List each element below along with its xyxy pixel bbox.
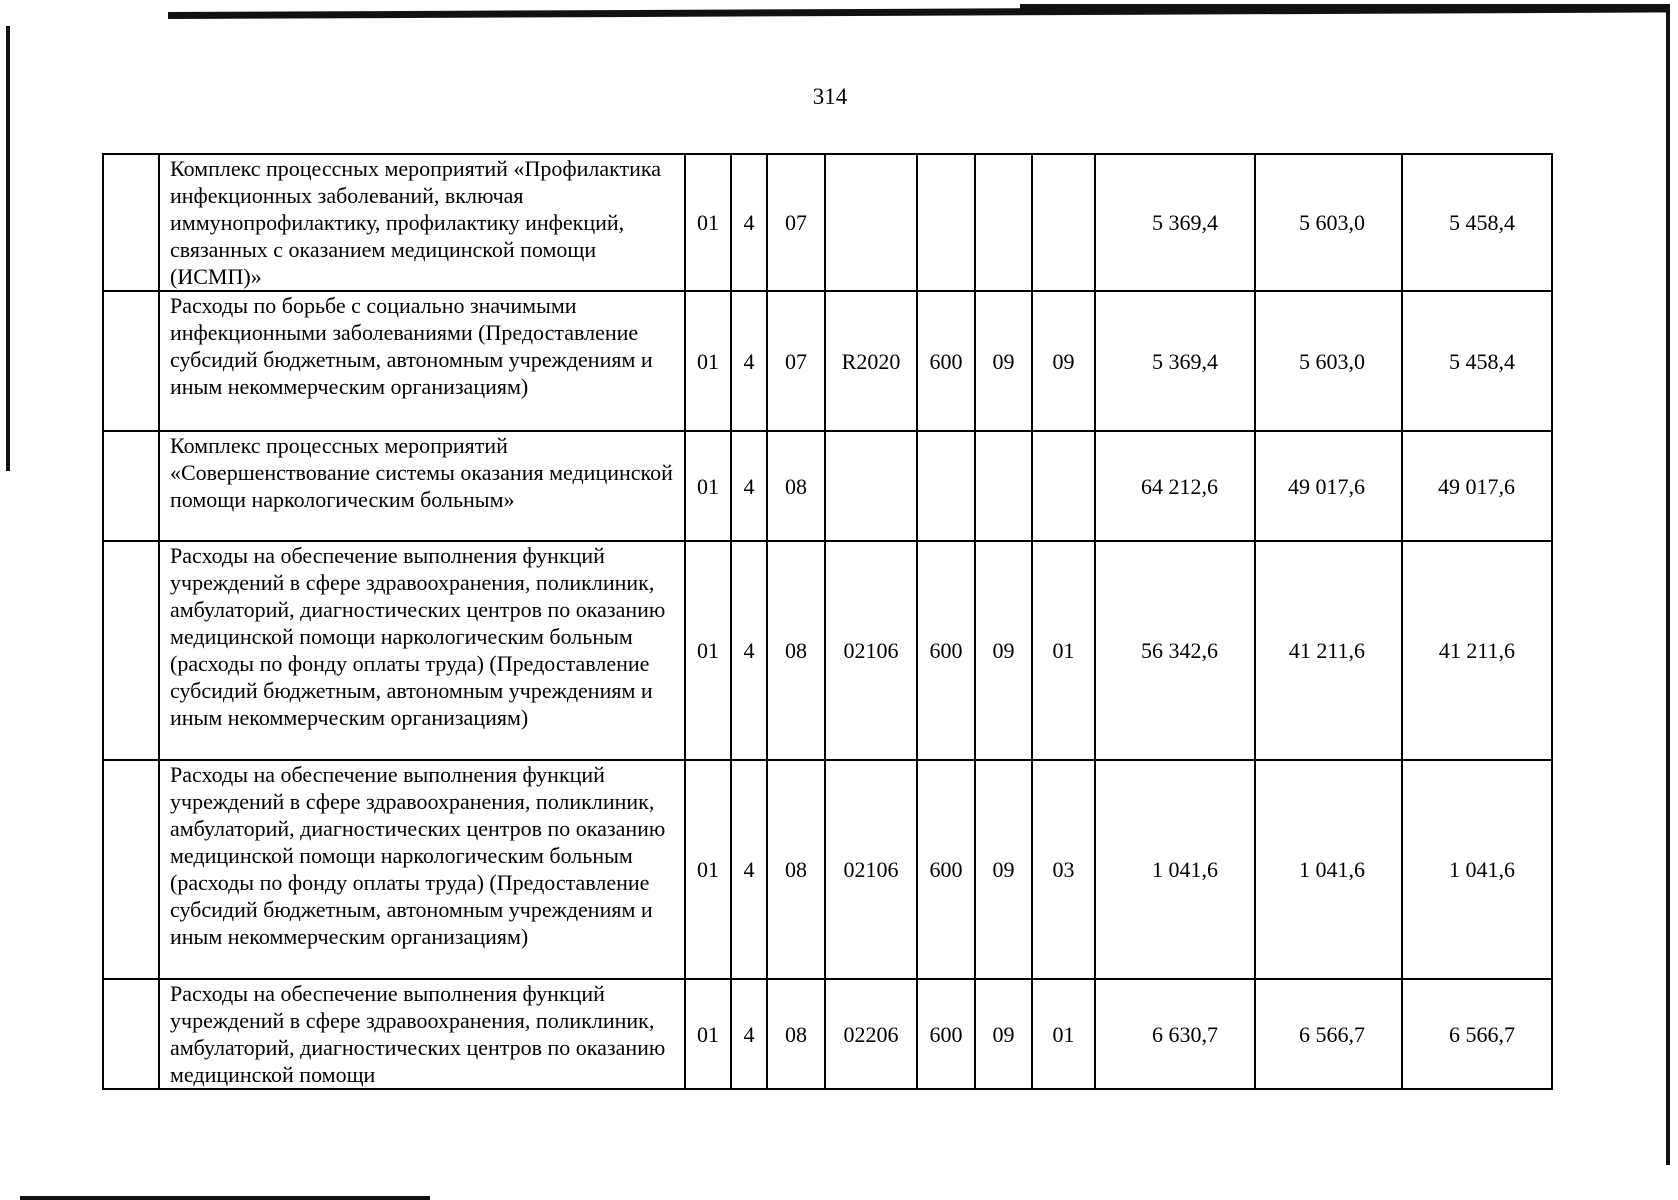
row-number-cell <box>103 979 159 1089</box>
code-cell-c2: 4 <box>731 760 767 979</box>
code-cell-c1: 01 <box>685 541 731 760</box>
code-cell-c7 <box>1032 431 1095 541</box>
code-cell-c3: 07 <box>767 154 825 291</box>
code-cell-c7 <box>1032 154 1095 291</box>
row-name-cell: Расходы на обеспечение выполнения функций учреждений в сфере здравоохранения, поликлиник, амбулаторий, диагностических центров по оказанию медицинской помощи наркологическим больным (расходы по фонду оплаты труда) (Предоставление субсидий бюджетным, автономным учреждениям и иным некоммерческим организациям) <box>159 541 685 760</box>
code-cell-c7: 01 <box>1032 979 1095 1089</box>
code-cell-c6 <box>975 154 1032 291</box>
table-row <box>103 760 1552 979</box>
code-cell-c7: 03 <box>1032 760 1095 979</box>
amount-cell-v2: 6 566,7 <box>1255 979 1402 1089</box>
amount-cell-v2: 49 017,6 <box>1255 431 1402 541</box>
amount-cell-v3: 41 211,6 <box>1402 541 1552 760</box>
code-cell-c2: 4 <box>731 431 767 541</box>
amount-cell-v3: 5 458,4 <box>1402 154 1552 291</box>
scan-edge-top-right <box>1020 4 1670 12</box>
code-cell-c7: 09 <box>1032 291 1095 431</box>
code-cell-c4: 02206 <box>825 979 917 1089</box>
amount-cell-v2: 41 211,6 <box>1255 541 1402 760</box>
code-cell-c1: 01 <box>685 431 731 541</box>
code-cell-c4 <box>825 431 917 541</box>
code-cell-c3: 08 <box>767 979 825 1089</box>
code-cell-c7: 01 <box>1032 541 1095 760</box>
row-number-cell <box>103 541 159 760</box>
amount-cell-v1: 5 369,4 <box>1095 154 1255 291</box>
code-cell-c1: 01 <box>685 760 731 979</box>
table-row <box>103 541 1552 760</box>
code-cell-c3: 08 <box>767 541 825 760</box>
table-row <box>103 431 1552 541</box>
scan-edge-right <box>1666 10 1670 1165</box>
code-cell-c6: 09 <box>975 979 1032 1089</box>
table-row <box>103 979 1552 1089</box>
code-cell-c5: 600 <box>917 760 975 979</box>
row-name-cell: Расходы по борьбе с социально значимыми инфекционными заболеваниями (Предоставление субсидий бюджетным, автономным учреждениям и иным некоммерческим организациям) <box>159 291 685 431</box>
page-number: 314 <box>812 84 848 109</box>
row-number-cell <box>103 431 159 541</box>
amount-cell-v1: 1 041,6 <box>1095 760 1255 979</box>
table-body <box>103 154 1552 1089</box>
code-cell-c2: 4 <box>731 541 767 760</box>
amount-cell-v1: 5 369,4 <box>1095 291 1255 431</box>
code-cell-c5: 600 <box>917 979 975 1089</box>
code-cell-c6: 09 <box>975 291 1032 431</box>
row-number-cell <box>103 760 159 979</box>
code-cell-c5 <box>917 431 975 541</box>
code-cell-c6: 09 <box>975 760 1032 979</box>
code-cell-c3: 08 <box>767 431 825 541</box>
code-cell-c2: 4 <box>731 154 767 291</box>
row-name-cell: Комплекс процессных мероприятий «Совершенствование системы оказания медицинской помощи наркологическим больным» <box>159 431 685 541</box>
amount-cell-v1: 64 212,6 <box>1095 431 1255 541</box>
row-name-cell: Комплекс процессных мероприятий «Профилактика инфекционных заболеваний, включая иммунопрофилактику, профилактику инфекций, связанных с оказанием медицинской помощи (ИСМП)» <box>159 154 685 291</box>
code-cell-c5 <box>917 154 975 291</box>
table-row <box>103 291 1552 431</box>
amount-cell-v3: 6 566,7 <box>1402 979 1552 1089</box>
row-number-cell <box>103 154 159 291</box>
code-cell-c6 <box>975 431 1032 541</box>
amount-cell-v2: 5 603,0 <box>1255 291 1402 431</box>
row-name-cell: Расходы на обеспечение выполнения функций учреждений в сфере здравоохранения, поликлиник, амбулаторий, диагностических центров по оказанию медицинской помощи наркологическим больным (расходы по фонду оплаты труда) (Предоставление субсидий бюджетным, автономным учреждениям и иным некоммерческим организациям) <box>159 760 685 979</box>
amount-cell-v1: 56 342,6 <box>1095 541 1255 760</box>
scan-edge-left <box>6 26 10 471</box>
amount-cell-v3: 1 041,6 <box>1402 760 1552 979</box>
code-cell-c6: 09 <box>975 541 1032 760</box>
code-cell-c1: 01 <box>685 154 731 291</box>
code-cell-c2: 4 <box>731 291 767 431</box>
amount-cell-v2: 5 603,0 <box>1255 154 1402 291</box>
code-cell-c5: 600 <box>917 541 975 760</box>
scan-edge-bottom <box>20 1196 430 1200</box>
code-cell-c4 <box>825 154 917 291</box>
code-cell-c1: 01 <box>685 979 731 1089</box>
code-cell-c5: 600 <box>917 291 975 431</box>
amount-cell-v1: 6 630,7 <box>1095 979 1255 1089</box>
code-cell-c4: 02106 <box>825 541 917 760</box>
code-cell-c3: 08 <box>767 760 825 979</box>
amount-cell-v3: 5 458,4 <box>1402 291 1552 431</box>
row-name-cell: Расходы на обеспечение выполнения функций учреждений в сфере здравоохранения, поликлиник, амбулаторий, диагностических центров по оказанию медицинской помощи <box>159 979 685 1089</box>
budget-table <box>102 153 1553 1090</box>
amount-cell-v3: 49 017,6 <box>1402 431 1552 541</box>
code-cell-c2: 4 <box>731 979 767 1089</box>
amount-cell-v2: 1 041,6 <box>1255 760 1402 979</box>
code-cell-c4: 02106 <box>825 760 917 979</box>
code-cell-c1: 01 <box>685 291 731 431</box>
code-cell-c3: 07 <box>767 291 825 431</box>
table-row <box>103 154 1552 291</box>
row-number-cell <box>103 291 159 431</box>
code-cell-c4: R2020 <box>825 291 917 431</box>
